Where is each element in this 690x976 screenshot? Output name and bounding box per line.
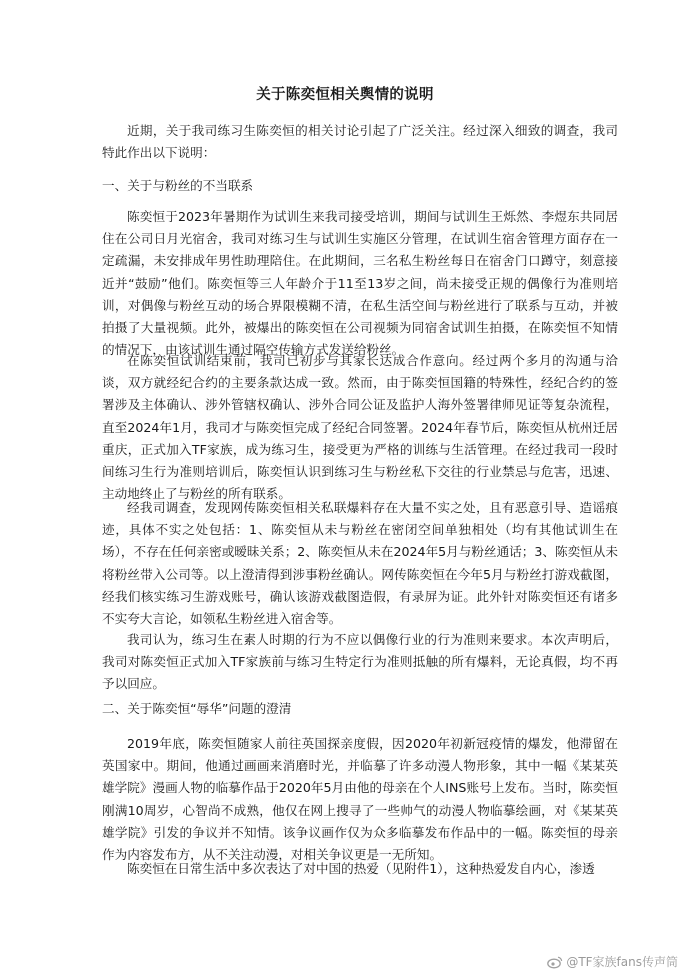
weibo-icon <box>547 955 563 969</box>
section1-paragraph-2: 在陈奕恒试训结束前，我司已初步与其家长达成合作意向。经过两个多月的沟通与洽谈，双方就经纪合约的主要条款达成一致。然而，由于陈奕恒国籍的特殊性，经纪合约的签署涉及主体确认、涉外管辖权确认、涉外合同公证及监护人海外签署律师见证等复杂流程，直至2024年1月，我司才与陈奕恒完成了经纪合同签署。2024年春节后，陈奕恒从杭州迁居重庆，正式加入TF家族，成为练习生，接受更为严格的训练与生活管理。在经过我司一段时间练习生行为准则培训后，陈奕恒认识到练习生与粉丝私下交往的行业禁忌与危害，迅速、主动地终止了与粉丝的所有联系。 <box>102 353 618 502</box>
watermark-text: @TF家族fans传声筒 <box>566 955 678 969</box>
document-title: 关于陈奕恒相关舆情的说明 <box>256 87 434 103</box>
section2-paragraph-2: 陈奕恒在日常生活中多次表达了对中国的热爱（见附件1），这种热爱发自内心，渗透 <box>127 861 595 876</box>
section1-heading: 一、关于与粉丝的不当联系 <box>102 178 254 193</box>
weibo-watermark <box>547 953 678 970</box>
section2-heading: 二、关于陈奕恒“辱华”问题的澄清 <box>102 701 292 716</box>
intro-paragraph: 近期，关于我司练习生陈奕恒的相关讨论引起了广泛关注。经过深入细致的调查，我司特此作出以下说明： <box>102 123 618 161</box>
section1-paragraph-1: 陈奕恒于2023年暑期作为试训生来我司接受培训，期间与试训生王烁然、李煜东共同居住在公司日月光宿舍，我司对练习生与试训生实施区分管理，在试训生宿舍管理方面存在一定疏漏，未安排成年男性助理陪住。在此期间，三名私生粉丝每日在宿舍门口蹲守，刻意接近并“鼓励”他们。陈奕恒等三人年龄介于11至13岁之间，尚未接受正规的偶像行为准则培训，对偶像与粉丝互动的场合界限模糊不清，在私生活空间与粉丝进行了联系与互动，并被拍摄了大量视频。此外，被爆出的陈奕恒在公司视频为同宿舍试训生拍摄，在陈奕恒不知情的情况下，由该试训生通过隔空传输方式发送给粉丝。 <box>102 209 618 358</box>
section1-paragraph-3: 经我司调查，发现网传陈奕恒相关私联爆料存在大量不实之处，且有恶意引导、造谣痕迹，具体不实之处包括：1、陈奕恒从未与粉丝在密闭空间单独相处（均有其他试训生在场），不存在任何亲密或暧昧关系；2、陈奕恒从未在2024年5月与粉丝通话；3、陈奕恒从未将粉丝带入公司等。以上澄清得到涉事粉丝确认。网传陈奕恒在今年5月与粉丝打游戏截图，经我们核实练习生游戏账号，确认该游戏截图造假，有录屏为证。此外针对陈奕恒还有诸多不实夸大言论，如领私生粉丝进入宿舍等。 <box>102 500 618 627</box>
section1-paragraph-4: 我司认为，练习生在素人时期的行为不应以偶像行业的行为准则来要求。本次声明后，我司对陈奕恒正式加入TF家族前与练习生特定行为准则抵触的所有爆料，无论真假，均不再予以回应。 <box>102 632 618 692</box>
section2-paragraph-1: 2019年底，陈奕恒随家人前往英国探亲度假，因2020年初新冠疫情的爆发，他滞留在英国家中。期间，他通过画画来消磨时光，并临摹了许多动漫人物形象，其中一幅《某某英雄学院》漫画人物的临摹作品于2020年5月由他的母亲在个人INS账号上发布。当时，陈奕恒刚满10周岁，心智尚不成熟，他仅在网上搜寻了一些帅气的动漫人物临摹绘画，对《某某英雄学院》引发的争议并不知情。该争议画作仅为众多临摹发布作品中的一幅。陈奕恒的母亲作为内容发布方，从不关注动漫，对相关争议更是一无所知。 <box>102 736 618 863</box>
